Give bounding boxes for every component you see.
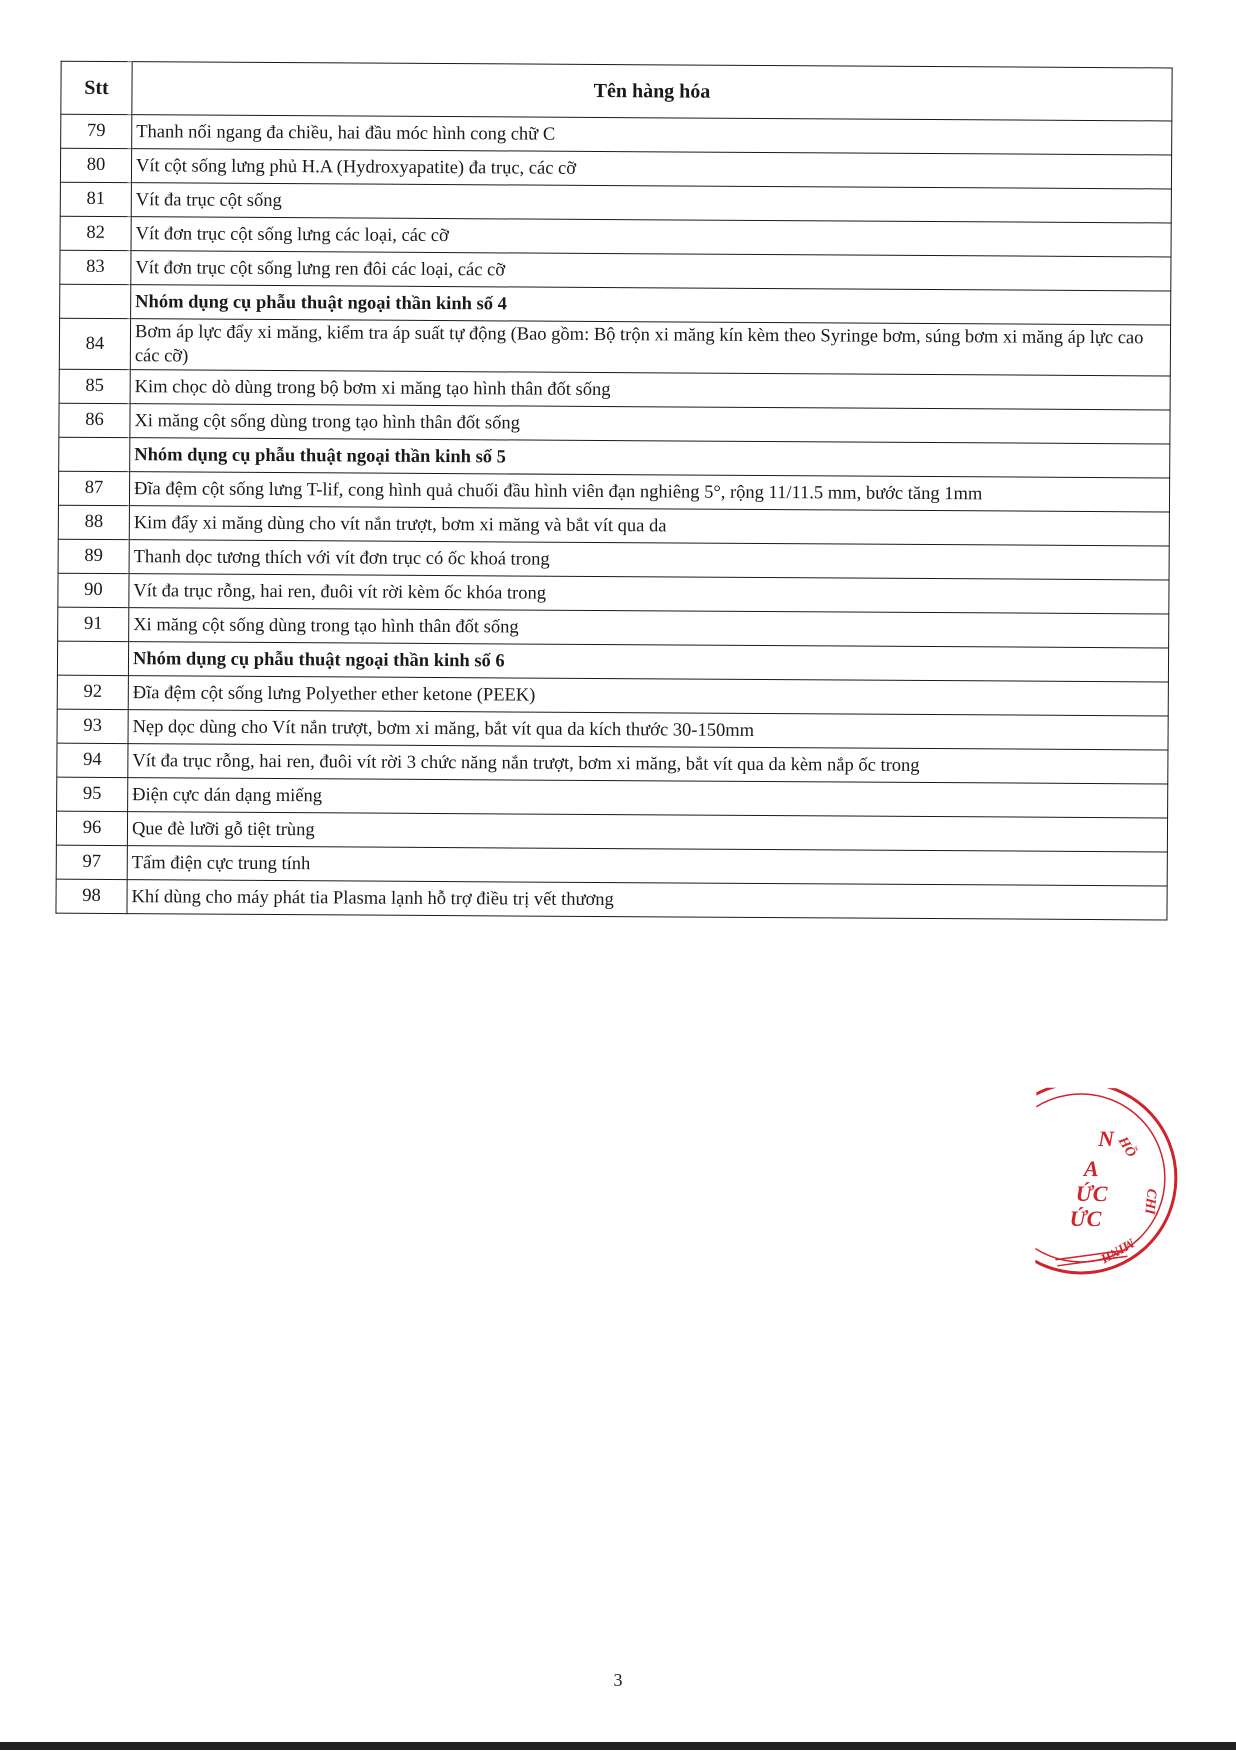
goods-name-cell: Vít đa trục rỗng, hai ren, đuôi vít rời kèm ốc khóa trong [129, 574, 1169, 614]
stt-cell: 91 [58, 607, 129, 641]
stt-cell: 79 [61, 114, 132, 148]
goods-name-cell: Điện cực dán dạng miếng [128, 778, 1168, 818]
goods-name-cell: Que đè lưỡi gỗ tiệt trùng [127, 812, 1167, 852]
goods-name-cell: Vít đa trục cột sống [131, 183, 1171, 223]
goods-name-cell: Khí dùng cho máy phát tia Plasma lạnh hỗ trợ điều trị vết thương [127, 880, 1167, 920]
group-title-cell: Nhóm dụng cụ phẫu thuật ngoại thần kinh số 4 [131, 285, 1171, 325]
page-number: 3 [613, 1670, 623, 1690]
official-stamp [1035, 1088, 1186, 1279]
stt-cell: 87 [58, 471, 129, 505]
stt-cell [57, 641, 128, 675]
stamp-inner-ring [1035, 1093, 1165, 1262]
goods-table-body [56, 114, 1172, 920]
table-row [56, 879, 1167, 920]
stt-cell: 84 [59, 318, 130, 369]
stt-cell [59, 437, 130, 471]
stamp-text: ỨC [1069, 1205, 1102, 1232]
goods-name-cell: Bơm áp lực đẩy xi măng, kiểm tra áp suất tự động (Bao gồm: Bộ trộn xi măng kín kèm theo Syringe bơm, súng bơm xi măng áp lực cao các cỡ) [130, 319, 1170, 376]
stt-cell: 98 [56, 879, 127, 913]
stt-cell: 94 [57, 743, 128, 777]
stt-column-header: Stt [61, 61, 132, 114]
goods-name-cell: Kim chọc dò dùng trong bộ bơm xi măng tạo hình thân đốt sống [130, 370, 1170, 410]
goods-name-cell: Thanh nối ngang đa chiều, hai đầu móc hình cong chữ C [132, 115, 1172, 155]
stt-cell: 80 [60, 148, 131, 182]
stamp-text: CHÍ [1141, 1187, 1159, 1215]
stamp-text: MINH [1098, 1235, 1138, 1267]
stamp-text: A [1083, 1155, 1099, 1182]
group-title-cell: Nhóm dụng cụ phẫu thuật ngoại thần kinh số 5 [130, 438, 1170, 478]
goods-name-cell: Vít đơn trục cột sống lưng ren đôi các loại, các cỡ [131, 251, 1171, 291]
stt-cell: 83 [60, 250, 131, 284]
stamp-text: ỨC [1075, 1180, 1108, 1207]
stt-cell: 96 [56, 811, 127, 845]
goods-table [55, 61, 1172, 921]
goods-name-cell: Đĩa đệm cột sống lưng T-lif, cong hình quả chuối đầu hình viên đạn nghiêng 5°, rộng 11/11.5 mm, bước tăng 1mm [129, 472, 1169, 512]
stt-cell: 92 [57, 675, 128, 709]
stt-cell: 97 [56, 845, 127, 879]
group-title-cell: Nhóm dụng cụ phẫu thuật ngoại thần kinh số 6 [128, 642, 1168, 682]
stt-cell: 82 [60, 216, 131, 250]
stt-cell: 89 [58, 539, 129, 573]
goods-name-cell: Tấm điện cực trung tính [127, 846, 1167, 886]
goods-name-cell: Đĩa đệm cột sống lưng Polyether ether ketone (PEEK) [128, 676, 1168, 716]
goods-name-cell: Xi măng cột sống dùng trong tạo hình thân đốt sống [130, 404, 1170, 444]
scan-bottom-edge [0, 1742, 1236, 1750]
stamp-text: N [1098, 1126, 1115, 1152]
goods-name-cell: Xi măng cột sống dùng trong tạo hình thân đốt sống [129, 608, 1169, 648]
goods-name-cell: Kim đẩy xi măng dùng cho vít nắn trượt, bơm xi măng và bắt vít qua da [129, 506, 1169, 546]
goods-name-cell: Vít đa trục rỗng, hai ren, đuôi vít rời 3 chức năng nắn trượt, bơm xi măng, bắt vít qua da kèm nắp ốc trong [128, 744, 1168, 784]
stt-cell: 95 [57, 777, 128, 811]
stt-cell: 90 [58, 573, 129, 607]
goods-name-cell: Thanh dọc tương thích với vít đơn trục có ốc khoá trong [129, 540, 1169, 580]
stt-cell: 93 [57, 709, 128, 743]
stt-cell: 81 [60, 182, 131, 216]
table-header-row [61, 61, 1172, 121]
table-row [59, 318, 1170, 376]
goods-name-column-header: Tên hàng hóa [132, 62, 1172, 121]
stamp-text: HỒ [1114, 1134, 1139, 1161]
stt-cell: 85 [59, 369, 130, 403]
stt-cell: 88 [58, 505, 129, 539]
goods-name-cell: Nẹp dọc dùng cho Vít nắn trượt, bơm xi măng, bắt vít qua da kích thước 30-150mm [128, 710, 1168, 750]
goods-name-cell: Vít cột sống lưng phủ H.A (Hydroxyapatite) đa trục, các cỡ [131, 149, 1171, 189]
goods-name-cell: Vít đơn trục cột sống lưng các loại, các cỡ [131, 217, 1171, 257]
stt-cell [60, 284, 131, 318]
stt-cell: 86 [59, 403, 130, 437]
